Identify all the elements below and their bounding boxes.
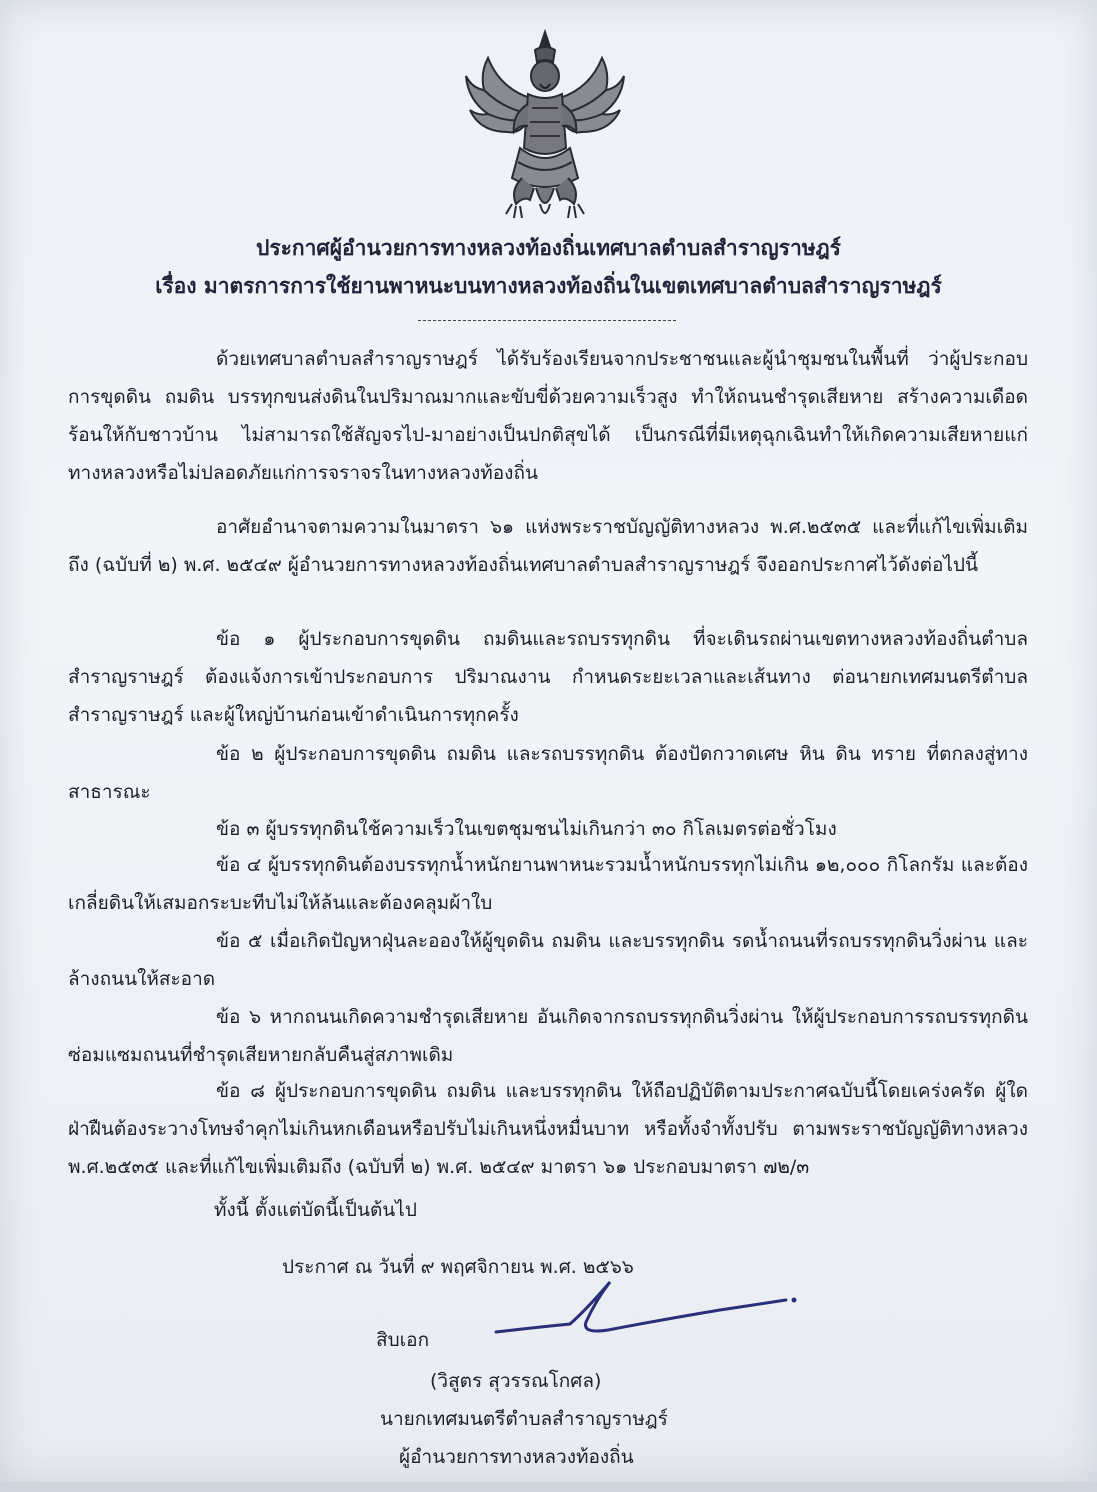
clause-2: ข้อ ๒ ผู้ประกอบการขุดดิน ถมดิน และรถบรรทุกดิน ต้องปัดกวาดเศษ หิน ดิน ทราย ที่ตกลงสู่ทางสาธารณะ <box>68 743 1028 803</box>
signer-title-director: ผู้อำนวยการทางหลวงท้องถิ่น <box>399 1446 634 1468</box>
handwritten-signature <box>490 1270 810 1350</box>
signer-rank: สิบเอก <box>376 1329 430 1351</box>
intro-paragraph: ด้วยเทศบาลตำบลสำราญราษฎร์ ได้รับร้องเรียนจากประชาชนและผู้นำชุมชนในพื้นที่ ว่าผู้ประกอบการขุดดิน ถมดิน บรรทุกขนส่งดินในปริมาณมากและขับขี่ด้วยความเร็วสูง ทำให้ถนนชำรุดเสียหาย สร้างความเดือดร้อนให้กับชาวบ้าน ไม่สามารถใช้สัญจรไป-มาอย่างเป็นปกติสุขได้ เป็นกรณีที่มีเหตุฉุกเฉินทำให้เกิดความเสียหายแก่ทางหลวงหรือไม่ปลอดภัยแก่การจราจรในทางหลวงท้องถิ่น <box>68 348 1028 484</box>
document-subject: เรื่อง มาตรการการใช้ยานพาหนะบนทางหลวงท้องถิ่นในเขตเทศบาลตำบลสำราญราษฎร์ <box>155 274 942 298</box>
clause-8: ข้อ ๘ ผู้ประกอบการขุดดิน ถมดิน และบรรทุกดิน ให้ถือปฏิบัติตามประกาศฉบับนี้โดยเคร่งครัด ผู้ใดฝ่าฝืนต้องระวางโทษจำคุกไม่เกินหกเดือนหรือปรับไม่เกินหนึ่งหมื่นบาท หรือทั้งจำทั้งปรับ ตามพระราชบัญญัติทางหลวง พ.ศ.๒๕๓๕ และที่แก้ไขเพิ่มเติมถึง (ฉบับที่ ๒) พ.ศ. ๒๕๔๙ มาตรา ๖๑ ประกอบมาตรา ๗๒/๓ <box>68 1080 1028 1178</box>
authority-paragraph: อาศัยอำนาจตามความในมาตรา ๖๑ แห่งพระราชบัญญัติทางหลวง พ.ศ.๒๕๓๕ และที่แก้ไขเพิ่มเติมถึง (ฉบับที่ ๒) พ.ศ. ๒๕๔๙ ผู้อำนวยการทางหลวงท้องถิ่นเทศบาลตำบลสำราญราษฎร์ จึงออกประกาศไว้ดังต่อไปนี้ <box>68 516 1028 576</box>
signer-name: (วิสูตร สุวรรณโกศล) <box>430 1370 602 1392</box>
signer-title-mayor: นายกเทศมนตรีตำบลสำราญราษฎร์ <box>380 1408 668 1430</box>
garuda-emblem-icon <box>460 28 630 224</box>
effective-date-text: ทั้งนี้ ตั้งแต่บัดนี้เป็นต้นไป <box>214 1199 417 1221</box>
title-divider <box>418 320 676 321</box>
clause-3: ข้อ ๓ ผู้บรรทุกดินใช้ความเร็วในเขตชุมชนไม่เกินกว่า ๓๐ กิโลเมตรต่อชั่วโมง <box>216 818 837 840</box>
clause-5: ข้อ ๕ เมื่อเกิดปัญหาฝุ่นละอองให้ผู้ขุดดิน ถมดิน และบรรทุกดิน รดน้ำถนนที่รถบรรทุกดินวิ่งผ่าน และล้างถนนให้สะอาด <box>68 930 1028 990</box>
document-title: ประกาศผู้อำนวยการทางหลวงท้องถิ่นเทศบาลตำบลสำราญราษฎร์ <box>256 236 841 260</box>
announcement-date: ประกาศ ณ วันที่ ๙ พฤศจิกายน พ.ศ. ๒๕๖๖ <box>282 1256 634 1278</box>
clause-4: ข้อ ๔ ผู้บรรทุกดินต้องบรรทุกน้ำหนักยานพาหนะรวมน้ำหนักบรรทุกไม่เกิน ๑๒,๐๐๐ กิโลกรัม และต้องเกลี่ยดินให้เสมอกระบะทีบไม่ให้ล้นและต้องคลุมผ้าใบ <box>68 854 1028 914</box>
clause-1: ข้อ ๑ ผู้ประกอบการขุดดิน ถมดินและรถบรรทุกดิน ที่จะเดินรถผ่านเขตทางหลวงท้องถิ่นตำบลสำราญราษฎร์ ต้องแจ้งการเข้าประกอบการ ปริมาณงาน กำหนดระยะเวลาและเส้นทาง ต่อนายกเทศมนตรีตำบลสำราญราษฎร์ และผู้ใหญ่บ้านก่อนเข้าดำเนินการทุกครั้ง <box>68 628 1028 726</box>
clause-6: ข้อ ๖ หากถนนเกิดความชำรุดเสียหาย อันเกิดจากรถบรรทุกดินวิ่งผ่าน ให้ผู้ประกอบการรถบรรทุกดินซ่อมแซมถนนที่ชำรุดเสียหายกลับคืนสู่สภาพเดิม <box>68 1006 1028 1066</box>
